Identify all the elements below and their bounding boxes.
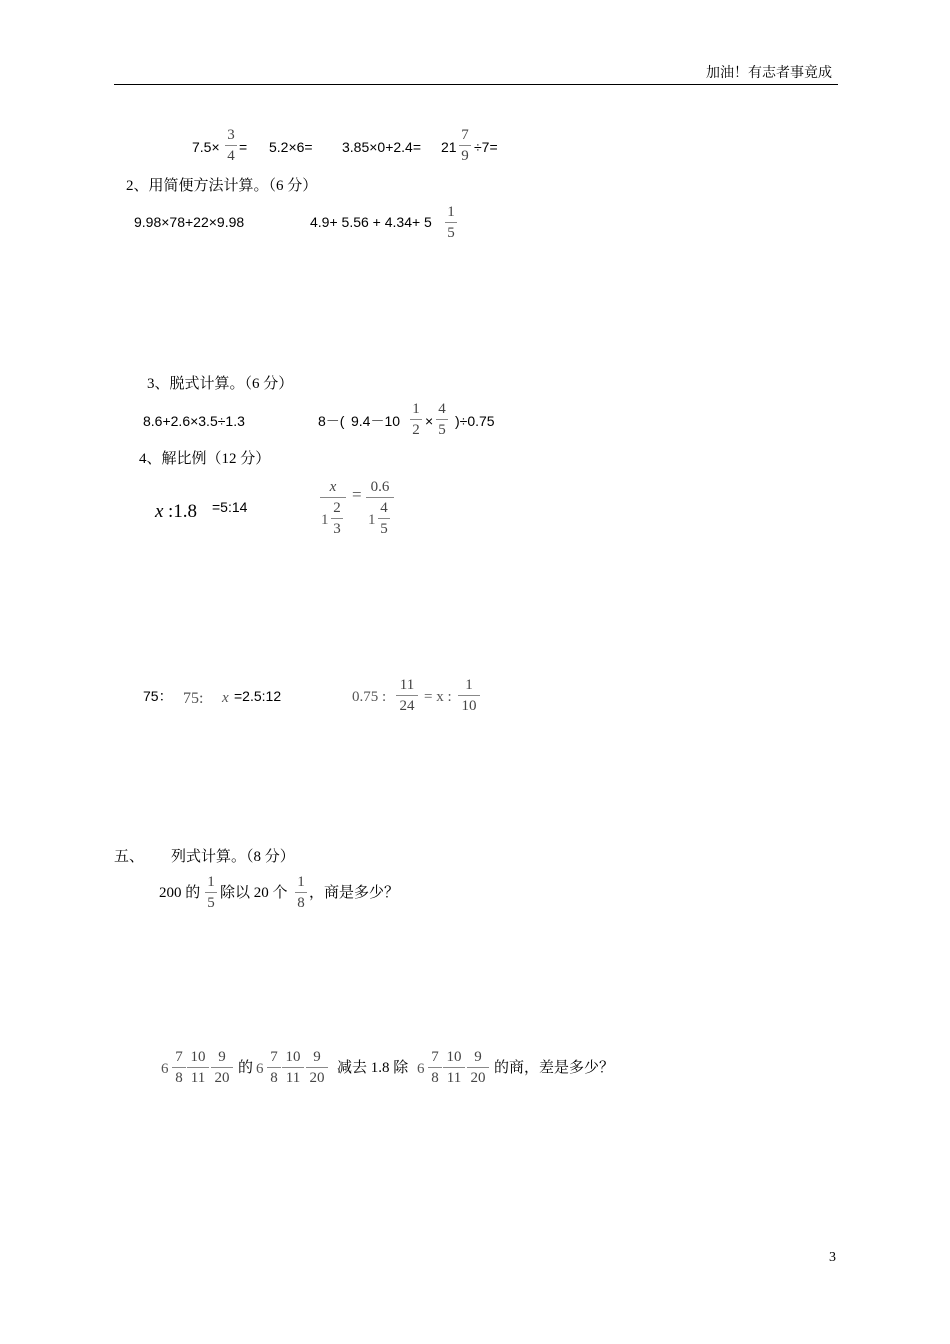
row1-expr3: 3.85×0+2.4=	[342, 139, 422, 155]
fraction-numerator: 0.6	[370, 479, 390, 495]
sec4-p3-b: 75:	[183, 690, 204, 707]
row1-expr1-pre: 7.5×	[192, 139, 220, 155]
sec5-q2-g1-whole: 6	[161, 1061, 169, 1077]
sec5-q2-g1-frac3	[211, 1050, 233, 1086]
sec4-p3-x: x	[222, 690, 229, 706]
sec2-expr2-fraction	[445, 205, 457, 241]
fraction-numerator: 1	[465, 677, 473, 693]
sec4-p4-mid: = x :	[424, 689, 452, 705]
sec4-p1-x: x	[155, 501, 164, 522]
row1-expr4-post: ÷7=	[474, 139, 498, 155]
fraction-denominator: 5	[380, 521, 388, 537]
fraction-denominator: 24	[399, 698, 415, 714]
row1-expr4-fraction	[459, 128, 471, 164]
row1-expr4-whole: 21	[441, 139, 457, 155]
fraction-denominator: 8	[270, 1070, 278, 1086]
sec4-p1-post: =5:14	[212, 499, 248, 515]
fraction-numerator: 1	[297, 874, 305, 890]
fraction-denominator: 8	[297, 895, 305, 911]
fraction-numerator: 9	[218, 1049, 226, 1065]
mixed-fraction	[378, 501, 390, 537]
fraction-numerator: 1	[412, 401, 420, 417]
row1-expr2: 5.2×6=	[269, 139, 313, 155]
sec4-p3-post: =2.5:12	[234, 688, 282, 704]
fraction-numerator: 2	[333, 500, 341, 516]
header-divider	[114, 84, 838, 85]
fraction-denominator: 11	[190, 1070, 206, 1086]
fraction-numerator: 4	[438, 401, 446, 417]
fraction-denominator: 11	[446, 1070, 462, 1086]
sec3-expr2-fraction1	[410, 402, 422, 438]
header-motto: 加油！有志者事竟成	[706, 66, 832, 81]
sec2-expr2-pre: 4.9+ 5.56 + 4.34+ 5	[310, 214, 432, 230]
sec5-q2-g1-frac2	[187, 1050, 209, 1086]
sec2-expr1: 9.98×78+22×9.98	[134, 214, 245, 230]
fraction-numerator: 10	[190, 1049, 206, 1065]
sec5-q2-g1-frac1	[172, 1050, 186, 1086]
fraction-denominator: 20	[309, 1070, 325, 1086]
sec5-q2-g3-whole: 6	[417, 1061, 425, 1077]
fraction-denominator: 3	[333, 521, 341, 537]
sec4-p2-right-fraction	[366, 480, 394, 541]
fraction-denominator: 4	[227, 148, 235, 164]
page-number: 3	[829, 1250, 836, 1265]
fraction-denominator: 9	[461, 148, 469, 164]
fraction-numerator: 7	[270, 1049, 278, 1065]
fraction-denominator	[320, 501, 346, 541]
fraction-denominator	[366, 501, 394, 541]
fraction-denominator: 20	[214, 1070, 230, 1086]
mixed-fraction	[331, 501, 343, 537]
row1-expr1-fraction	[225, 128, 237, 164]
fraction-numerator: 7	[175, 1049, 183, 1065]
fraction-numerator: 1	[207, 874, 215, 890]
fraction-denominator: 10	[461, 698, 477, 714]
sec2-title: 2、用简便方法计算。（6 分）	[126, 178, 318, 194]
fraction-denominator: 5	[207, 895, 215, 911]
mixed-whole: 1	[368, 512, 376, 528]
fraction-denominator: 5	[438, 422, 446, 438]
sec3-expr2-a: 8－(	[318, 413, 345, 429]
sec5-q1-a: 200 的	[159, 885, 201, 901]
fraction-numerator: 9	[474, 1049, 482, 1065]
sec5-q2-mid: 减去 1.8 除	[337, 1060, 409, 1076]
fraction-denominator: 11	[285, 1070, 301, 1086]
sec5-q1-fraction1	[205, 875, 217, 911]
fraction-numerator: 1	[447, 204, 455, 220]
sec5-label: 五、	[114, 849, 145, 865]
sec5-q1-fraction2	[295, 875, 307, 911]
fraction-denominator: 8	[431, 1070, 439, 1086]
sec3-expr2-fraction2	[436, 402, 448, 438]
sec4-p2-left-fraction	[320, 480, 346, 541]
fraction-numerator: x	[329, 479, 337, 495]
sec5-q2-g2-frac3	[306, 1050, 328, 1086]
sec5-q2-de: 的	[238, 1060, 254, 1076]
fraction-numerator: 11	[399, 677, 415, 693]
sec3-expr2-c: )÷0.75	[455, 413, 495, 429]
sec3-expr2-b: 9.4－10	[351, 413, 401, 429]
row1-expr1-post: =	[239, 139, 248, 155]
mixed-whole: 1	[321, 512, 329, 528]
fraction-denominator: 8	[175, 1070, 183, 1086]
fraction-numerator: 10	[446, 1049, 462, 1065]
sec5-q2-g2-frac1	[267, 1050, 281, 1086]
sec5-q2-g2-whole: 6	[256, 1061, 264, 1077]
sec4-p3-a: 75：	[143, 688, 173, 704]
fraction-denominator: 20	[470, 1070, 486, 1086]
sec4-p1-colon: :1.8	[168, 501, 198, 522]
sec4-p4-pre: 0.75 :	[352, 689, 387, 705]
sec5-q2-g2-frac2	[282, 1050, 304, 1086]
sec5-q2-end: 的商，差是多少？	[494, 1060, 615, 1076]
sec3-expr1: 8.6+2.6×3.5÷1.3	[143, 413, 245, 429]
sec4-p4-fraction2	[458, 678, 480, 714]
fraction-numerator: 3	[227, 127, 235, 143]
sec3-expr2-times: ×	[425, 413, 434, 429]
sec5-q2-g3-frac3	[467, 1050, 489, 1086]
sec4-p4-fraction1	[396, 678, 418, 714]
sec4-title: 4、解比例（12 分）	[139, 451, 271, 467]
fraction-denominator: 5	[447, 225, 455, 241]
fraction-numerator: 10	[285, 1049, 301, 1065]
sec5-title: 列式计算。（8 分）	[171, 849, 295, 865]
sec5-q2-g3-frac1	[428, 1050, 442, 1086]
fraction-numerator: 9	[313, 1049, 321, 1065]
fraction-denominator: 2	[412, 422, 420, 438]
sec3-title: 3、脱式计算。（6 分）	[147, 376, 294, 392]
fraction-numerator: 4	[380, 500, 388, 516]
sec5-q1-b: 除以 20 个	[220, 885, 288, 901]
fraction-numerator: 7	[461, 127, 469, 143]
fraction-numerator: 7	[431, 1049, 439, 1065]
sec4-p2-equals: =	[352, 485, 362, 504]
sec5-q2-g3-frac2	[443, 1050, 465, 1086]
sec5-q1-c: ，商是多少？	[309, 885, 400, 901]
